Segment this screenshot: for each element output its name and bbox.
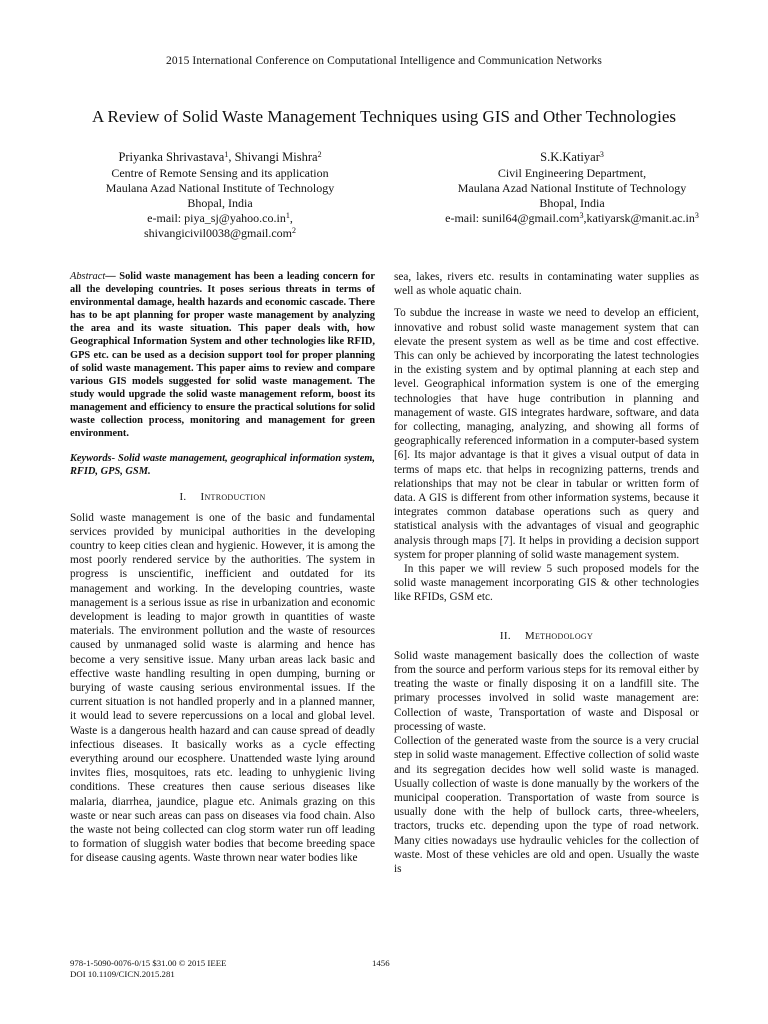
- footer-identifiers: [70, 958, 226, 980]
- author-dept-left: Centre of Remote Sensing and its application: [111, 166, 329, 180]
- keywords: [70, 452, 375, 478]
- email-1-sup: 1: [285, 211, 290, 220]
- author-sup-2: 2: [317, 150, 322, 159]
- author-dept-right: Civil Engineering Department,: [497, 166, 647, 180]
- author-email-2: [40, 226, 400, 241]
- abstract-label: Abstract: [70, 271, 106, 282]
- abstract-dash: —: [105, 271, 120, 282]
- keywords-label: Keywords-: [70, 453, 116, 465]
- author-names-left: [40, 150, 400, 165]
- email-2-sup: 2: [292, 226, 297, 235]
- email-2-text: shivangicivil0038@gmail.com: [143, 226, 293, 240]
- author-name-2: Shivangi Mishra: [234, 150, 318, 164]
- introduction-paragraph: Solid waste management is one of the basic and fundamental services provided by municipal authorities in the developing country to keep cities clean and hygienic. However, it is among the most poorly rendered service by the authorities. The system in progress is unscientific, inefficient and outdated for its management and working. In the developing countries, waste management is a serious issue as rise in urbanization and economic development is leading to major growth in quantities of waste materials. The environment pollution and the waste of resources caused by unmanaged solid waste is alarming and hence has become a very sensitive issue. Many urban areas lack basic and effective waste handling resulting in open dumping, burning or burying of waste causing serious environmental issues. If the current situation is not handled properly and in a planned manner, it would lead to severe repercussions on a local and global level. Waste is a dangerous health hazard and can cause spread of deadly infectious diseases. It basically works as a cycle effecting everything around our ecosphere. Unattended waste lying around invites flies, mosquitoes, rats etc. leading to unhygienic living conditions. These creatures then cause serious diseases like malaria, diarrhea, jaundice, plague etc. Animals grazing on this waste or near such areas can pass on diseases via food chain. Also the waste not being collected can clog storm water run off leading to formation of sluggish water bodies that become breeding space for disease causing agents. Waste thrown near water bodies like: [70, 511, 375, 865]
- author-name-right: [398, 150, 746, 165]
- email-a-sup: 3: [579, 211, 584, 220]
- footer-doi: DOI 10.1109/CICN.2015.281: [70, 969, 175, 979]
- left-column: [70, 270, 375, 866]
- section-heading-introduction: [70, 490, 375, 504]
- email-b-text: ,katiyarsk@manit.ac.in: [583, 211, 695, 225]
- email-1-comma: ,: [289, 211, 293, 225]
- page-number: 1456: [372, 958, 390, 968]
- author-institute-right: Maulana Azad National Institute of Technology: [457, 181, 687, 195]
- methodology-paragraph-1: Solid waste management basically does the collection of waste from the source and perform various steps for its removal either by treating the waste or finally disposing it on a landfill site. The primary processes involved in solid waste management are: Collection of waste, Transportation of waste and Disposal or processing of waste.: [394, 649, 699, 733]
- author-city-right: Bhopal, India: [539, 196, 605, 210]
- right-paragraph-2: To subdue the increase in waste we need to develop an efficient, innovative and robust solid waste management system that can elevate the present system as well as be time and cost effective. This can only be achieved by incorporating the latest technologies in the existing system and by optimal planning at each step and level. Geographical information system is one of the emerging technologies that have huge contribution in planning and management of waste. GIS integrates hardware, software, and data for collecting, managing, analyzing, and showing all forms of geographically referenced information in a computer-based system [6]. Its major advantage is that it gives a visual output of data in terms of maps etc. that helps in recognizing patterns, trends and relationships that may not be clear in tabular or written form of data. A GIS is different from other information systems, because it integrates common database operations such as query and statistical analysis with the advantages of visual and geographic analysis through maps [7]. It helps in providing a decision support system for proper planning of solid waste management system.: [394, 307, 699, 561]
- email-b-sup: 3: [694, 211, 699, 220]
- author-city-left: Bhopal, India: [187, 196, 253, 210]
- section-2-title: Methodology: [524, 629, 594, 642]
- paper-title: A Review of Solid Waste Management Techniques using GIS and Other Technologies: [91, 107, 677, 126]
- abstract-text: Solid waste management has been a leading concern for all the developing countries. It poses serious threats in terms of environmental damage, health hazards and economic cascade. There has to be apt planning for proper waste management by analyzing the area and its waste situation. This paper deals with, how Geographical Information System and other technologies like RFID, GPS etc. can be used as a decision support tool for proper planning of solid waste management. This paper aims to review and compare various GIS models suggested for solid waste management. The study would upgrade the solid waste management reform, boost its management and efficiency to ensure the practical solutions for solid waste collection process, monitoring and management for green environment.: [70, 271, 375, 440]
- email-a-text: e-mail: sunil64@gmail.com: [445, 211, 580, 225]
- author-block-right: [398, 150, 746, 226]
- right-column: [394, 270, 699, 876]
- author-institute-left: Maulana Azad National Institute of Technology: [105, 181, 335, 195]
- author-email-right: [398, 211, 746, 226]
- author-name-separator: ,: [228, 150, 235, 164]
- conference-header: 2015 International Conference on Computational Intelligence and Communication Networks: [166, 55, 602, 67]
- section-1-title: Introduction: [200, 491, 266, 504]
- section-1-number: I.: [179, 491, 187, 504]
- author-sup-3: 3: [599, 150, 604, 159]
- methodology-paragraph-2: Collection of the generated waste from the source is a very crucial step in solid waste management. Effective collection of solid waste and its segregation decides how well solid waste is managed. Usually collection of waste is done manually by the workers of the municipal cooperation. Transportation of waste from source is usually done with the help of bullock carts, three-wheelers, tractors, trucks etc. depending upon the type of road network. Many cities nowadays use hydraulic vehicles for the collection of waste. Most of these vehicles are old and open. Usually the waste is: [394, 735, 699, 875]
- author-name-1: Priyanka Shrivastava: [118, 150, 225, 164]
- author-block-left: [40, 150, 400, 241]
- author-sup-1: 1: [224, 150, 229, 159]
- abstract: [70, 270, 375, 440]
- right-paragraph-1: sea, lakes, rivers etc. results in contaminating water supplies as well as whole aquatic chain.: [394, 271, 699, 298]
- author-name-3: S.K.Katiyar: [540, 150, 600, 164]
- section-heading-methodology: [394, 629, 699, 643]
- section-2-number: II.: [499, 629, 511, 642]
- author-email-1: [40, 211, 400, 226]
- email-1-text: e-mail: piya_sj@yahoo.co.in: [147, 211, 286, 225]
- keywords-text: Solid waste management, geographical information system, RFID, GPS, GSM.: [70, 453, 375, 478]
- footer-isbn: 978-1-5090-0076-0/15 $31.00 © 2015 IEEE: [70, 958, 227, 968]
- right-paragraph-3: In this paper we will review 5 such proposed models for the solid waste management incorporating GIS & other technologies like RFIDs, GSM etc.: [394, 563, 699, 604]
